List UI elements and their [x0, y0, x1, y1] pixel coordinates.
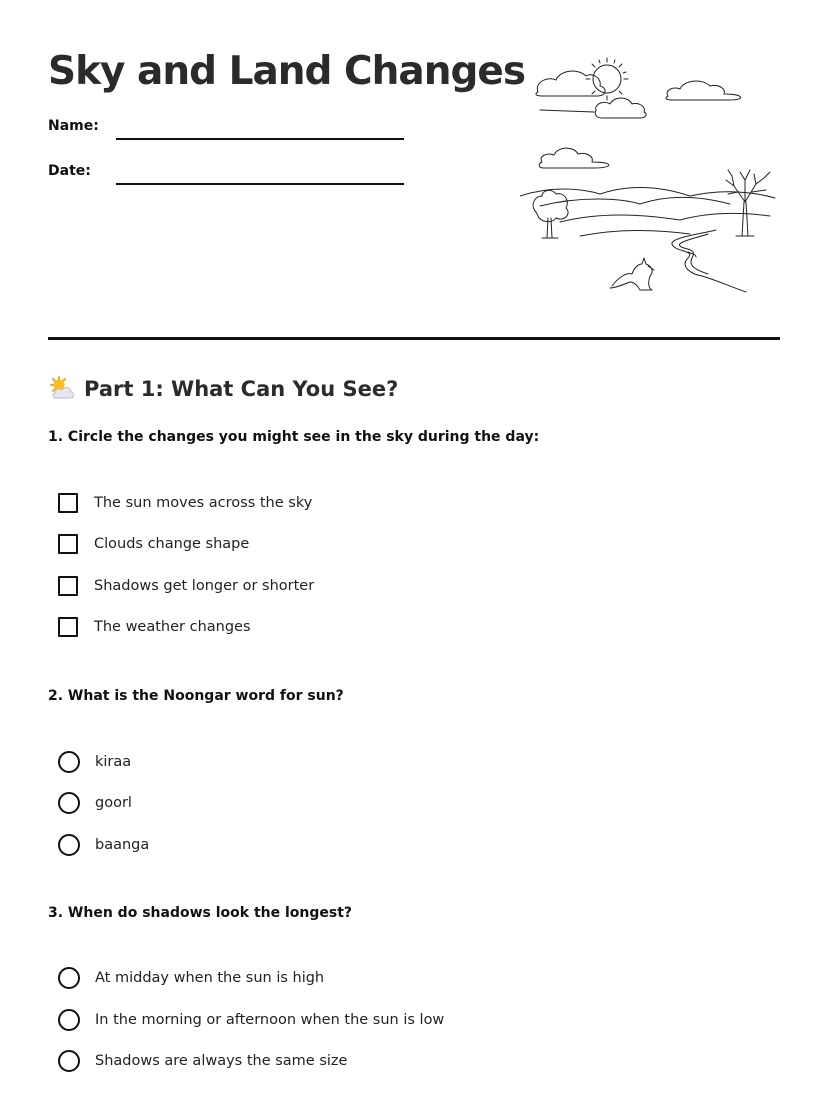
checkbox[interactable] — [58, 576, 78, 596]
option-label: Shadows get longer or shorter — [94, 578, 315, 594]
landscape-illustration — [520, 52, 780, 298]
q2-option-3[interactable] — [58, 833, 149, 857]
kangaroo-icon — [610, 258, 654, 290]
cloud-icon — [666, 81, 741, 100]
q1-option-2[interactable] — [58, 532, 249, 556]
cloud-icon — [536, 71, 605, 96]
name-label: Name: — [48, 118, 99, 134]
tree-icon — [533, 190, 568, 238]
checkbox[interactable] — [58, 493, 78, 513]
q3-option-3[interactable] — [58, 1049, 347, 1073]
option-label: Clouds change shape — [94, 536, 250, 552]
cloud-icon — [539, 148, 609, 168]
q1-option-4[interactable] — [58, 615, 251, 639]
checkbox[interactable] — [58, 617, 78, 637]
sun-icon — [586, 58, 628, 100]
radio-button[interactable] — [58, 834, 80, 856]
part1-title: Part 1: What Can You See? — [84, 377, 399, 401]
option-label: Shadows are always the same size — [95, 1053, 348, 1069]
radio-button[interactable] — [58, 751, 80, 773]
river — [672, 230, 746, 292]
option-label: The sun moves across the sky — [94, 495, 313, 511]
q1-option-1[interactable] — [58, 491, 312, 515]
q2-option-2[interactable] — [58, 791, 132, 815]
name-input-line[interactable] — [116, 138, 404, 140]
part1-heading — [48, 372, 398, 406]
radio-button[interactable] — [58, 1009, 80, 1031]
option-label: At midday when the sun is high — [95, 970, 325, 986]
bare-tree-icon — [726, 170, 770, 236]
q3-option-1[interactable] — [58, 966, 324, 990]
question-3: 3. When do shadows look the longest? — [48, 905, 353, 921]
option-label: In the morning or afternoon when the sun is low — [95, 1012, 445, 1028]
option-label: The weather changes — [94, 619, 251, 635]
option-label: kiraa — [95, 754, 132, 770]
option-label: baanga — [95, 837, 150, 853]
radio-button[interactable] — [58, 792, 80, 814]
hills — [520, 187, 775, 236]
radio-button[interactable] — [58, 967, 80, 989]
radio-button[interactable] — [58, 1050, 80, 1072]
option-label: goorl — [95, 795, 132, 811]
date-label: Date: — [48, 163, 91, 179]
question-1: 1. Circle the changes you might see in the sky during the day: — [48, 429, 540, 445]
section-divider — [48, 337, 780, 340]
date-input-line[interactable] — [116, 183, 404, 185]
cloud-icon — [595, 98, 646, 118]
question-2: 2. What is the Noongar word for sun? — [48, 688, 344, 704]
worksheet-title: Sky and Land Changes — [48, 49, 526, 94]
q2-option-1[interactable] — [58, 750, 131, 774]
date-field — [48, 163, 408, 187]
checkbox[interactable] — [58, 534, 78, 554]
q3-option-2[interactable] — [58, 1008, 444, 1032]
q1-option-3[interactable] — [58, 574, 314, 598]
sun-behind-cloud-icon — [48, 375, 76, 403]
name-field — [48, 118, 408, 142]
